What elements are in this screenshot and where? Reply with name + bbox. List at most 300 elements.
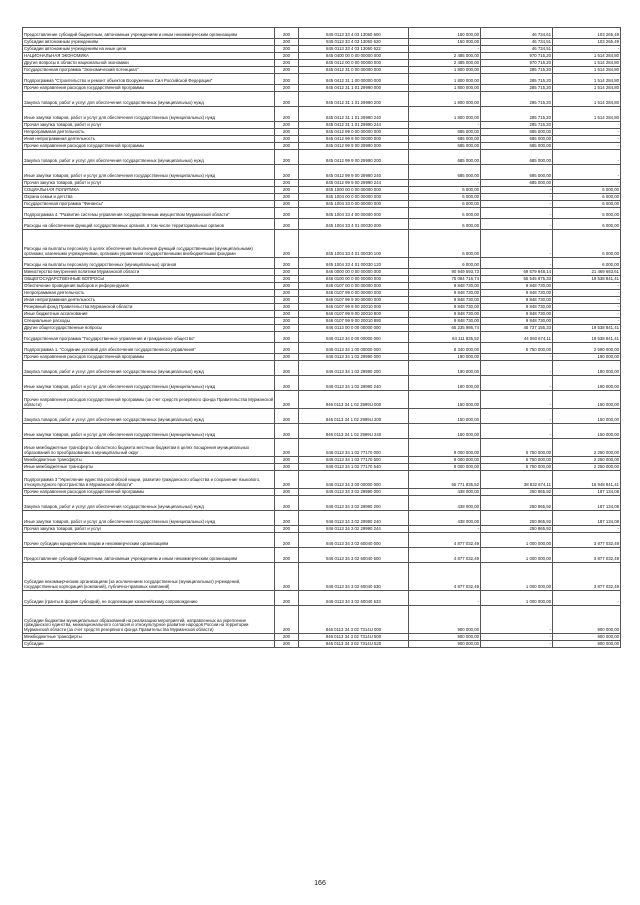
row-budget-code: 846 0113 34 3 02 60040 600 [299,548,409,563]
table-row [23,28,621,39]
row-budget-code: 845 0412 31 1 01 29990 240 [299,107,409,122]
row-unexecuted-amount: - [553,318,621,325]
row-unexecuted-amount: 1 514 284,80 [553,53,621,60]
row-unexecuted-amount: 1 514 284,80 [553,85,621,92]
table-row [23,354,621,361]
row-approved-amount: 6 000,00 [409,201,481,208]
row-unexecuted-amount: - [553,526,621,533]
row-budget-code: 845 0412 31 1 01 29990 244 [299,122,409,129]
row-budget-code: 846 0113 34 3 02 7314U 500 [299,634,409,641]
table-row [23,46,621,53]
row-executed-amount: 9 848 730,00 [481,304,553,311]
row-name: Закупка товаров, работ и услуг для обеспечения государственных (муниципальных) нужд [23,361,275,376]
row-unexecuted-amount: 190 000,00 [553,361,621,376]
row-unexecuted-amount: 1 514 284,80 [553,92,621,107]
table-row [23,180,621,187]
row-executed-amount: - [481,606,553,634]
row-name: Иные закупки товаров, работ и услуг для обеспечения государственных (муниципальных) нужд [23,511,275,526]
table-row [23,439,621,457]
table-row [23,297,621,304]
row-executed-amount: - [481,376,553,391]
table-row [23,332,621,343]
row-budget-code: 845 0400 00 0 00 00000 000 [299,53,409,60]
table-row [23,634,621,641]
row-approved-amount: 2 485 000,00 [409,60,481,67]
row-name: Государственная программа "Государственное управление и гражданское общество" [23,332,275,343]
table-row [23,85,621,92]
row-approved-amount: 2 485 000,00 [409,53,481,60]
budget-table-body [23,28,621,648]
row-approved-amount: 8 000 000,00 [409,457,481,464]
row-name: Обеспечение проведения выборов и референдумов [23,283,275,290]
row-approved-amount: 438 000,00 [409,489,481,496]
row-name: Расходы на выплаты персоналу в целях обеспечения выполнения функций государственными (муниципальными) органами, казенными учреждениями, органами управления государственными внебюджетными фондами [23,230,275,258]
row-executed-amount: 55 545 875,33 [481,276,553,283]
table-row [23,258,621,269]
row-executed-amount: 285 715,20 [481,74,553,85]
row-name: Прочие направления расходов государственной программы (за счет средств резервного фонда Правительства Мурманской области) [23,391,275,409]
row-executed-amount: 38 832 674,11 [481,471,553,489]
row-unexecuted-amount: 900 000,00 [553,634,621,641]
row-approved-amount: 150 000,00 [409,409,481,424]
row-name: Подпрограмма 1. "Создание условий для обеспечения государственного управления" [23,343,275,354]
row-budget-code: 845 0412 31 1 01 29990 200 [299,92,409,107]
row-unexecuted-amount: 103 265,49 [553,28,621,39]
table-row [23,201,621,208]
row-name: Иные закупки товаров, работ и услуг для обеспечения государственных (муниципальных) нужд [23,424,275,439]
row-unexecuted-amount: 190 000,00 [553,376,621,391]
row-name: Закупка товаров, работ и услуг для обеспечения государственных (муниципальных) нужд [23,496,275,511]
row-budget-code: 845 0412 99 9 00 00000 000 [299,136,409,143]
row-budget-code: 845 1004 33 4 00 00000 000 [299,208,409,219]
row-name: Подпрограмма 3 "Укрепление единства российской нации, развитие гражданского общества и сохранение языкового, этнокультурного пространства в Мурманской области" [23,471,275,489]
row-name: Субсидии [23,641,275,648]
row-approved-amount: 438 000,00 [409,511,481,526]
row-code: 200 [275,85,299,92]
budget-table [22,27,621,648]
row-code: 200 [275,343,299,354]
row-name: Прочая закупка товаров, работ и услуг [23,526,275,533]
row-code: 200 [275,634,299,641]
row-budget-code: 845 1004 33 4 01 00030 000 [299,219,409,230]
row-unexecuted-amount: - [553,150,621,165]
row-code: 200 [275,376,299,391]
table-row [23,361,621,376]
row-executed-amount: 44 060 674,11 [481,332,553,343]
row-code: 200 [275,46,299,53]
row-executed-amount: 685 000,00 [481,165,553,180]
table-row [23,391,621,409]
row-budget-code: 846 0113 34 1 02 2999U 240 [299,424,409,439]
row-code: 200 [275,230,299,258]
row-code: 200 [275,318,299,325]
row-code: 200 [275,457,299,464]
row-code: 200 [275,122,299,129]
row-code: 200 [275,60,299,67]
row-executed-amount: 45 737 155,33 [481,325,553,332]
row-name: Прочая закупка товаров, работ и услуг [23,180,275,187]
table-row [23,304,621,311]
row-name: Непрограммная деятельность [23,129,275,136]
row-name: Специальные расходы [23,318,275,325]
row-approved-amount: 190 000,00 [409,354,481,361]
row-code: 200 [275,92,299,107]
row-code: 200 [275,107,299,122]
row-executed-amount: 46 734,51 [481,39,553,46]
row-executed-amount: 970 715,20 [481,60,553,67]
row-executed-amount: - [481,258,553,269]
row-name: Подпрограмма 4. "Развитие системы управления государственным имуществом Мурманской области" [23,208,275,219]
row-executed-amount: - [481,230,553,258]
row-executed-amount: - [481,354,553,361]
row-code: 200 [275,39,299,46]
row-unexecuted-amount: - [553,297,621,304]
row-unexecuted-amount: - [553,283,621,290]
row-code: 200 [275,548,299,563]
row-code: 200 [275,258,299,269]
table-row [23,39,621,46]
row-budget-code: 846 0113 34 3 02 60040 633 [299,591,409,606]
table-row [23,591,621,606]
row-executed-amount: 9 848 730,00 [481,290,553,297]
table-row [23,457,621,464]
row-budget-code: 845 0412 99 9 00 29990 240 [299,165,409,180]
table-row [23,464,621,471]
row-budget-code: 845 0412 00 0 00 00000 000 [299,60,409,67]
row-executed-amount: 285 715,20 [481,107,553,122]
row-name: Предоставление субсидий бюджетным, автономным учреждениям и иным некоммерческим организациям [23,548,275,563]
table-row [23,511,621,526]
row-name: Закупка товаров, работ и услуг для обеспечения государственных (муниципальных) нужд [23,150,275,165]
row-name: Прочая закупка товаров, работ и услуг [23,122,275,129]
row-code: 200 [275,143,299,150]
row-executed-amount: 685 000,00 [481,129,553,136]
row-approved-amount: 9 848 730,00 [409,290,481,297]
row-budget-code: 846 0107 99 0 00 00000 000 [299,290,409,297]
row-executed-amount: - [481,409,553,424]
row-approved-amount: 150 000,00 [409,424,481,439]
row-code: 200 [275,496,299,511]
row-approved-amount: 6 000,00 [409,219,481,230]
row-approved-amount: 150 000,00 [409,28,481,39]
row-budget-code: 845 0113 33 4 03 13060 600 [299,28,409,39]
row-approved-amount: 900 000,00 [409,606,481,634]
row-unexecuted-amount: 187 134,08 [553,496,621,511]
table-row [23,276,621,283]
row-approved-amount: - [409,180,481,187]
row-code: 200 [275,74,299,85]
row-approved-amount: 9 848 730,00 [409,297,481,304]
row-code: 200 [275,591,299,606]
row-approved-amount: 438 000,00 [409,496,481,511]
row-budget-code: 845 1004 33 0 00 00000 000 [299,201,409,208]
row-approved-amount: 9 848 730,00 [409,304,481,311]
row-name: Охрана семьи и детства [23,194,275,201]
row-code: 200 [275,641,299,648]
row-executed-amount: 250 865,92 [481,511,553,526]
row-unexecuted-amount: 1 514 284,80 [553,107,621,122]
table-row [23,424,621,439]
row-unexecuted-amount: 6 000,00 [553,258,621,269]
row-budget-code: 846 0113 34 3 02 29990 244 [299,526,409,533]
row-unexecuted-amount: 3 877 032,49 [553,563,621,591]
row-name: Иные бюджетные ассигнования [23,311,275,318]
row-approved-amount: - [409,122,481,129]
table-row [23,219,621,230]
row-budget-code: 846 0113 34 3 02 7314U 000 [299,606,409,634]
row-approved-amount: 150 000,00 [409,391,481,409]
row-budget-code: 845 0113 33 4 03 13060 622 [299,46,409,53]
table-row [23,311,621,318]
row-budget-code: 845 1000 00 0 00 00000 000 [299,187,409,194]
row-approved-amount: 75 084 716,74 [409,276,481,283]
row-approved-amount: 6 000,00 [409,208,481,219]
table-row [23,606,621,634]
row-executed-amount: 5 750 000,00 [481,343,553,354]
row-unexecuted-amount: 2 250 000,00 [553,457,621,464]
row-executed-amount: - [481,201,553,208]
row-budget-code: 845 1004 33 4 01 00030 100 [299,230,409,258]
row-approved-amount: 64 111 835,52 [409,332,481,343]
row-name: Прочие направления расходов государственной программы [23,489,275,496]
table-row [23,409,621,424]
row-budget-code: 846 0107 99 9 00 20010 000 [299,304,409,311]
row-unexecuted-amount: 6 000,00 [553,187,621,194]
row-budget-code: 846 0113 34 1 02 29990 000 [299,354,409,361]
row-approved-amount: 685 000,00 [409,150,481,165]
row-name: Межбюджетные трансферты [23,457,275,464]
row-unexecuted-amount: 16 948 841,41 [553,471,621,489]
row-unexecuted-amount: - [553,129,621,136]
row-name: Субсидии (гранты в форме субсидий), не подлежащие казначейскому сопровождению [23,591,275,606]
row-name: Прочие направления расходов государственной программы [23,354,275,361]
row-budget-code: 846 0113 34 3 02 29990 240 [299,511,409,526]
row-approved-amount: 55 771 835,52 [409,471,481,489]
row-name: Подпрограмма "Строительство и ремонт объектов Вооруженных Сил Российской Федерации" [23,74,275,85]
row-approved-amount: 4 877 032,49 [409,533,481,548]
row-unexecuted-amount: 2 590 000,00 [553,343,621,354]
table-row [23,548,621,563]
table-row [23,92,621,107]
row-unexecuted-amount: 150 000,00 [553,424,621,439]
row-code: 200 [275,464,299,471]
row-approved-amount: 1 800 000,00 [409,74,481,85]
row-approved-amount: 1 800 000,00 [409,92,481,107]
table-row [23,60,621,67]
row-executed-amount: - [481,194,553,201]
row-code: 200 [275,391,299,409]
row-unexecuted-amount: 190 000,00 [553,354,621,361]
row-executed-amount: 9 848 730,00 [481,283,553,290]
row-code: 200 [275,129,299,136]
row-approved-amount: 8 000 000,00 [409,464,481,471]
row-unexecuted-amount: 187 134,08 [553,489,621,496]
row-unexecuted-amount: 1 514 284,80 [553,60,621,67]
row-code: 200 [275,471,299,489]
row-executed-amount: 250 865,92 [481,489,553,496]
row-approved-amount: 9 848 730,00 [409,318,481,325]
row-budget-code: 846 0113 34 1 02 29990 240 [299,376,409,391]
row-approved-amount: 6 000,00 [409,258,481,269]
table-row [23,129,621,136]
row-name: Субсидии автономным учреждениям на иные цели [23,46,275,53]
row-budget-code: 846 0113 34 1 02 29990 200 [299,361,409,376]
row-unexecuted-amount: 2 250 000,00 [553,439,621,457]
row-approved-amount: - [409,591,481,606]
row-executed-amount: - [481,208,553,219]
row-executed-amount: - [481,187,553,194]
row-unexecuted-amount: 187 134,08 [553,511,621,526]
row-code: 200 [275,533,299,548]
row-unexecuted-amount: 1 514 284,80 [553,74,621,85]
row-executed-amount: 285 715,20 [481,85,553,92]
row-executed-amount: 5 750 000,00 [481,464,553,471]
row-name: Непрограммная деятельность [23,290,275,297]
row-code: 200 [275,354,299,361]
row-unexecuted-amount: - [553,180,621,187]
row-approved-amount: 6 000,00 [409,230,481,258]
row-code: 200 [275,194,299,201]
row-unexecuted-amount: 19 538 841,41 [553,332,621,343]
row-name: ОБЩЕГОСУДАРСТВЕННЫЕ ВОПРОСЫ [23,276,275,283]
row-code: 200 [275,269,299,276]
row-code: 200 [275,219,299,230]
row-executed-amount: 9 848 730,00 [481,297,553,304]
table-row [23,208,621,219]
row-code: 200 [275,208,299,219]
row-budget-code: 846 0100 00 0 00 00000 000 [299,276,409,283]
row-unexecuted-amount: 6 000,00 [553,201,621,208]
row-code: 200 [275,290,299,297]
row-name: Иные закупки товаров, работ и услуг для обеспечения государственных (муниципальных) нужд [23,376,275,391]
row-name: Субсидии автономным учреждениям [23,39,275,46]
row-approved-amount: 190 000,00 [409,361,481,376]
row-executed-amount: 1 000 000,00 [481,533,553,548]
row-approved-amount: 685 000,00 [409,129,481,136]
row-name: Иная непрограммная деятельность [23,136,275,143]
row-budget-code: 846 0000 00 0 00 00000 000 [299,269,409,276]
row-budget-code: 846 0107 99 9 00 00000 000 [299,297,409,304]
row-budget-code: 846 0113 34 1 02 77170 500 [299,457,409,464]
table-row [23,269,621,276]
row-approved-amount: 6 000,00 [409,194,481,201]
row-code: 200 [275,424,299,439]
row-executed-amount: 285 715,20 [481,122,553,129]
row-unexecuted-amount: - [553,304,621,311]
row-executed-amount: 285 715,20 [481,67,553,74]
row-budget-code: 846 0113 34 3 02 60040 630 [299,563,409,591]
row-budget-code: 846 0113 34 1 02 2999U 000 [299,391,409,409]
row-name: Другие вопросы в области национальной экономики [23,60,275,67]
row-budget-code: 846 0113 34 3 02 60040 000 [299,533,409,548]
row-budget-code: 845 0412 99 9 00 29990 244 [299,180,409,187]
row-executed-amount: - [481,424,553,439]
table-row [23,496,621,511]
row-code: 200 [275,361,299,376]
table-row [23,194,621,201]
page-number: 166 [314,880,326,887]
row-code: 200 [275,150,299,165]
row-unexecuted-amount: 900 000,00 [553,641,621,648]
row-executed-amount: 685 000,00 [481,150,553,165]
row-executed-amount: 9 848 730,00 [481,311,553,318]
row-unexecuted-amount: - [553,290,621,297]
row-budget-code: 846 0107 00 0 00 00000 000 [299,283,409,290]
row-approved-amount: 1 800 000,00 [409,67,481,74]
row-name: Другие общегосударственные вопросы [23,325,275,332]
row-approved-amount: 4 877 032,49 [409,548,481,563]
row-code: 200 [275,489,299,496]
row-name: Прочие направления расходов государственной программы [23,143,275,150]
table-row [23,641,621,648]
table-row [23,533,621,548]
row-code: 200 [275,332,299,343]
row-name: Субсидии бюджетам муниципальных образований на реализацию мероприятий, направленных на укрепление гражданского единства, межнационального согласия и этнокультурное развитие народов России на территории Мурманской области (за счет средств резервного фонда Правительства Мурманской области) [23,606,275,634]
row-executed-amount: - [481,641,553,648]
row-budget-code: 845 0412 99 9 00 29990 000 [299,143,409,150]
table-row [23,143,621,150]
row-code: 200 [275,201,299,208]
row-code: 200 [275,283,299,290]
row-code: 200 [275,53,299,60]
row-executed-amount: 1 000 000,00 [481,591,553,606]
row-unexecuted-amount: 6 000,00 [553,219,621,230]
row-unexecuted-amount: - [553,591,621,606]
row-executed-amount: 9 848 730,00 [481,318,553,325]
row-budget-code: 846 0113 00 0 00 00000 000 [299,325,409,332]
row-unexecuted-amount: 2 250 000,00 [553,464,621,471]
row-name: НАЦИОНАЛЬНАЯ ЭКОНОМИКА [23,53,275,60]
table-row [23,230,621,258]
row-name: Прочие субсидии юридическим лицам и некоммерческим организациям [23,533,275,548]
row-approved-amount: 1 800 000,00 [409,85,481,92]
row-budget-code: 845 0412 99 0 00 00000 000 [299,129,409,136]
row-approved-amount: 6 000,00 [409,187,481,194]
row-executed-amount: 285 715,20 [481,92,553,107]
row-unexecuted-amount: 1 514 284,80 [553,67,621,74]
table-row [23,376,621,391]
table-row [23,489,621,496]
row-budget-code: 846 0113 34 3 02 29990 200 [299,496,409,511]
row-budget-code: 845 0412 31 1 01 29990 000 [299,85,409,92]
row-budget-code: 845 0412 31 1 00 00000 000 [299,74,409,85]
row-name: Расходы на выплаты персоналу государственных (муниципальных) органов [23,258,275,269]
row-name: Субсидии некоммерческим организациям (за исключением государственных (муниципальных) учреждений, государственных корпораций (компаний), публично-правовых компаний) [23,563,275,591]
row-budget-code: 846 0113 34 0 00 00000 000 [299,332,409,343]
row-approved-amount: 685 000,00 [409,136,481,143]
row-code: 200 [275,297,299,304]
row-code: 200 [275,511,299,526]
row-budget-code: 846 0113 34 1 02 77170 000 [299,439,409,457]
row-name: Закупка товаров, работ и услуг для обеспечения государственных (муниципальных) нужд [23,92,275,107]
table-row [23,74,621,85]
row-budget-code: 845 0113 33 4 03 13060 620 [299,39,409,46]
row-unexecuted-amount: 3 877 032,49 [553,533,621,548]
row-unexecuted-amount: 150 000,00 [553,391,621,409]
row-approved-amount: - [409,46,481,53]
row-executed-amount: 5 750 000,00 [481,439,553,457]
row-name: Предоставление субсидий бюджетным, автономным учреждениям и иным некоммерческим организациям [23,28,275,39]
row-unexecuted-amount: 19 538 841,41 [553,325,621,332]
row-approved-amount: 8 340 000,00 [409,343,481,354]
row-name: Закупка товаров, работ и услуг для обеспечения государственных (муниципальных) нужд [23,409,275,424]
row-budget-code: 846 0113 34 1 02 2999U 200 [299,409,409,424]
row-unexecuted-amount: - [553,136,621,143]
row-code: 200 [275,180,299,187]
table-row [23,526,621,533]
row-code: 200 [275,409,299,424]
row-unexecuted-amount: 150 000,00 [553,409,621,424]
